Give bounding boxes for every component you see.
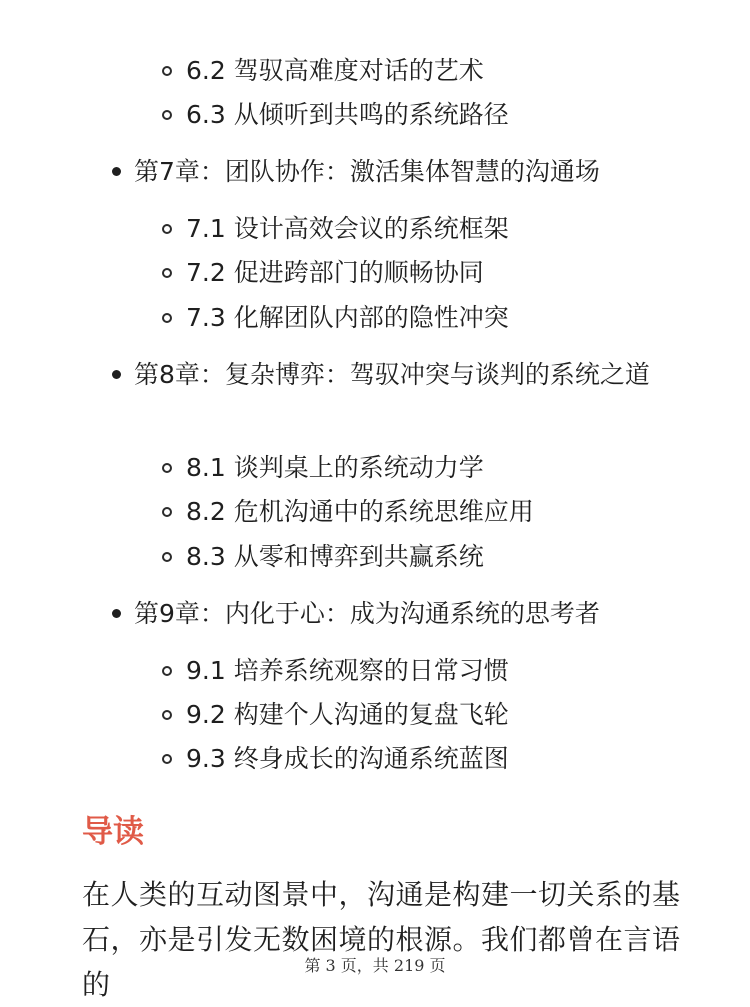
toc-chapter	[112, 353, 672, 397]
page-number-footer: 第 3 页，共 219 页	[304, 956, 446, 975]
toc-subitem-label: 7.1 设计高效会议的系统框架	[186, 214, 509, 243]
circle-bullet-icon	[162, 666, 172, 676]
toc-subitem-label: 6.2 驾驭高难度对话的艺术	[186, 56, 484, 85]
toc-subitem-label: 9.3 终身成长的沟通系统蓝图	[186, 744, 509, 773]
toc-chapter-label: 第7章：团队协作：激活集体智慧的沟通场	[134, 157, 600, 186]
toc-chapter	[112, 592, 672, 636]
intro-paragraph: 在人类的互动图景中，沟通是构建一切关系的基石，亦是引发无数困境的根源。我们都曾在言语的	[82, 878, 681, 1001]
toc-subitem-label: 9.2 构建个人沟通的复盘飞轮	[186, 700, 509, 729]
toc-subitem	[162, 497, 534, 527]
circle-bullet-icon	[162, 710, 172, 720]
circle-bullet-icon	[162, 313, 172, 323]
toc-subitem	[162, 656, 509, 686]
toc-subitem-label: 7.2 促进跨部门的顺畅协同	[186, 258, 484, 287]
filled-bullet-icon	[112, 370, 121, 379]
circle-bullet-icon	[162, 66, 172, 76]
toc-subitem-label: 9.1 培养系统观察的日常习惯	[186, 656, 509, 685]
toc-subitem	[162, 744, 509, 774]
circle-bullet-icon	[162, 507, 172, 517]
circle-bullet-icon	[162, 463, 172, 473]
toc-subitem-label: 8.2 危机沟通中的系统思维应用	[186, 497, 534, 526]
toc-subitem	[162, 56, 484, 86]
toc-subitem	[162, 453, 484, 483]
circle-bullet-icon	[162, 754, 172, 764]
toc-subitem	[162, 542, 484, 572]
section-heading: 导读	[82, 814, 144, 850]
toc-subitem	[162, 214, 509, 244]
toc-subitem	[162, 258, 484, 288]
circle-bullet-icon	[162, 552, 172, 562]
toc-subitem	[162, 303, 509, 333]
filled-bullet-icon	[112, 609, 121, 618]
toc-subitem-label: 8.3 从零和博弈到共赢系统	[186, 542, 484, 571]
filled-bullet-icon	[112, 167, 121, 176]
toc-chapter	[112, 150, 672, 194]
toc-subitem	[162, 100, 509, 130]
circle-bullet-icon	[162, 268, 172, 278]
toc-chapter-label: 第9章：内化于心：成为沟通系统的思考者	[134, 599, 600, 628]
toc-chapter-label: 第8章：复杂博弈：驾驭冲突与谈判的系统之道	[134, 360, 650, 389]
toc-subitem-label: 8.1 谈判桌上的系统动力学	[186, 453, 484, 482]
circle-bullet-icon	[162, 110, 172, 120]
toc-subitem	[162, 700, 509, 730]
circle-bullet-icon	[162, 224, 172, 234]
toc-subitem-label: 7.3 化解团队内部的隐性冲突	[186, 303, 509, 332]
toc-subitem-label: 6.3 从倾听到共鸣的系统路径	[186, 100, 509, 129]
